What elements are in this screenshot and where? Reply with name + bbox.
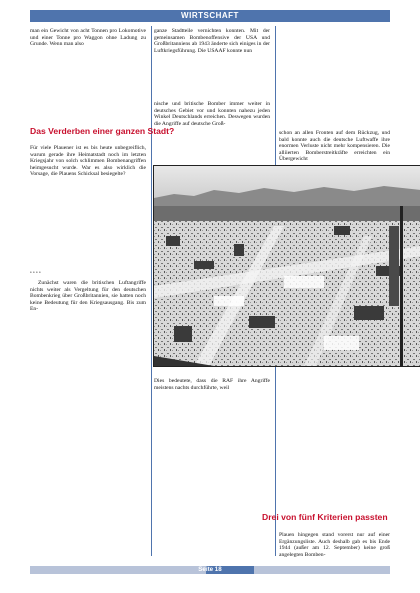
col2-bottom-text: Dies bedeutete, dass die RAF ihre Angriffe meistens nachts durchführte, weil <box>154 378 270 391</box>
page-number: Seite 18 <box>198 566 222 573</box>
col1-body-text: Zunächst waren die britischen Luftangriffe nichts weiter als Vergeltung für den deutschen Bombenkrieg über Großbritannien, sie hatten noch keine Bedeutung für den Kriegsausgang. Bis zum En- <box>30 280 146 313</box>
col1-intro-text: Für viele Plauener ist es bis heute unbegreiflich, warum gerade ihre Heimatstadt noch im letzten Kriegsjahr von solch schlimmen Bombenangriffen heimgesucht wurde. War es also wirklich die Vorsage, die Plauens Schicksal besiegelte? <box>30 145 146 178</box>
col2-top-text: ganze Stadtteile vernichten konnten. Mit der gemeinsamen Bombenoffensive der USA und Großbritanniens ab 1943 änderte sich einiges in der Luftkriegsführung. Die USAAF konnte nun <box>154 28 270 54</box>
col3-mid-text: schon an allen Fronten auf dem Rückzug, und bald konnte auch die deutsche Luftwaffe ihre enormen Verluste nicht mehr kompensieren. Die alliierten Bomberstreitkräfte erreichten ein Übergewicht <box>279 130 390 163</box>
section-marker: • • • • <box>30 271 41 276</box>
page-footer-bar <box>30 566 390 574</box>
headline-kriterien: Drei von fünf Kriterien passten <box>262 512 388 522</box>
col3-bottom-text: Plauen hingegen stand vorerst nur auf einer Ergänzungsliste. Auch deshalb gab es bis Ende 1944 (außer am 12. September) keine groß angelegten Bomben- <box>279 532 390 558</box>
col2-mid-text: nische und britische Bomber immer weiter in deutsches Gebiet vor und konnten nahezu jeden Winkel Deutschlands erreichen. Deswegen wurden die Angriffe auf deutsche Groß- <box>154 101 270 127</box>
column-rule-left <box>151 26 152 556</box>
headline-verderben: Das Verderben einer ganzen Stadt? <box>30 126 175 136</box>
aerial-city-photo <box>153 165 420 367</box>
bombed-city-image <box>154 166 420 366</box>
col1-top-text: man ein Gewicht von acht Tonnen pro Lokomotive und einer Tonne pro Waggon ohne Ladung zu Grunde. Wenn man also <box>30 28 146 48</box>
section-title: WIRTSCHAFT <box>181 11 239 20</box>
section-header-bar <box>30 10 390 22</box>
